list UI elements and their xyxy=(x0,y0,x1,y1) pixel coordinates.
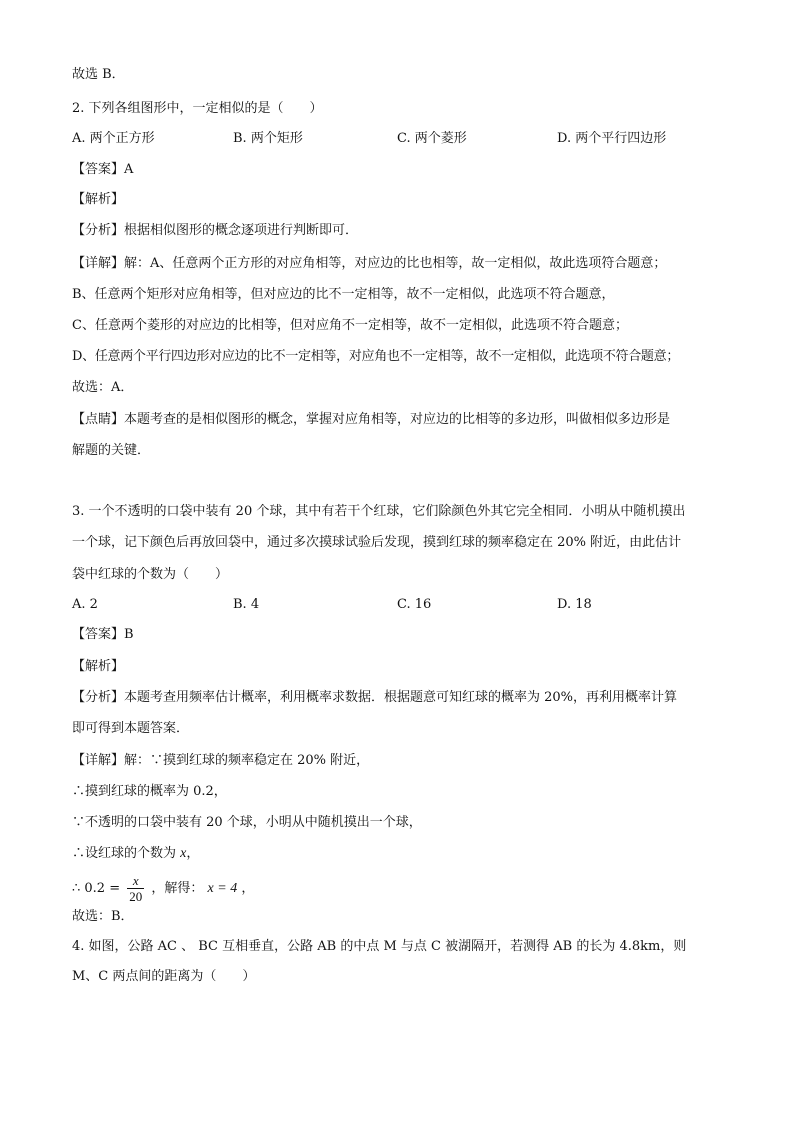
q2-xiangjie-line: D、任意两个平行四边形对应边的比不一定相等，对应角也不一定相等，故不一定相似，此选项不符合题意； xyxy=(72,349,680,364)
q3-fenxi-line: 【分析】本题考查用频率估计概率，利用概率求数据．根据题意可知红球的概率为 20%，再利用概率计算 xyxy=(72,690,678,705)
q2-option-c: C. 两个菱形 xyxy=(397,131,467,146)
q2-xiangjie-line: B、任意两个矩形对应角相等，但对应边的比不一定相等，故不一定相似，此选项不符合题意， xyxy=(72,287,615,302)
q3-stem-line: 一个球，记下颜色后再放回袋中，通过多次摸球试验后发现，摸到红球的频率稳定在 20% 附近，由此估计 xyxy=(72,535,682,550)
q3-answer: 【答案】B xyxy=(72,627,134,642)
q2-option-d: D. 两个平行四边形 xyxy=(557,131,667,146)
q3-stem-line: 3. 一个不透明的口袋中装有 20 个球，其中有若干个红球，它们除颜色外其它完全相同．小明从中随机摸出 xyxy=(72,504,686,519)
q3-let-suffix: ， xyxy=(186,846,200,861)
q3-fenxi-line: 即可得到本题答案． xyxy=(72,721,190,736)
q3-equation-line xyxy=(72,872,254,906)
q2-option-b: B. 两个矩形 xyxy=(233,131,303,146)
q2-xiangjie-line: 【详解】解：A、任意两个正方形的对应角相等，对应边的比也相等，故一定相似，故此选项符合题意； xyxy=(72,256,667,271)
q2-conclusion: 故选：A． xyxy=(72,380,134,395)
q3-stem-line: 袋中红球的个数为（ ） xyxy=(72,567,229,582)
q3-eq-suffix: ， xyxy=(241,881,255,896)
q4-stem-line: 4. 如图，公路 AC 、 BC 互相垂直，公路 AB 的中点 M 与点 C 被湖隔开，若测得 AB 的长为 4.8km，则 xyxy=(72,939,687,954)
q3-conclusion: 故选：B． xyxy=(72,909,134,924)
q3-fraction-numerator: x xyxy=(127,873,144,889)
q3-eq-solution: x = 4 xyxy=(207,881,238,896)
q3-eq-mid: ，解得： xyxy=(151,881,204,896)
q3-eq-prefix: ∴ 0.2 = xyxy=(72,881,121,896)
q3-let-prefix: ∴设红球的个数为 xyxy=(72,846,181,861)
q3-fraction xyxy=(127,873,144,904)
q2-answer: 【答案】A xyxy=(72,162,134,177)
q3-xiangjie-line: ∵不透明的口袋中装有 20 个球，小明从中随机摸出一个球， xyxy=(72,815,422,830)
q3-option-a: A. 2 xyxy=(72,597,98,612)
q1-conclusion: 故选 B． xyxy=(72,67,125,82)
q2-fenxi: 【分析】根据相似图形的概念逐项进行判断即可． xyxy=(72,223,359,238)
q2-option-a: A. 两个正方形 xyxy=(72,131,155,146)
q2-analysis-heading: 【解析】 xyxy=(72,192,125,207)
q3-analysis-heading: 【解析】 xyxy=(72,659,125,674)
q2-dianjing-line: 解题的关键． xyxy=(72,443,151,458)
q3-let-variable: x xyxy=(180,846,187,861)
q3-xiangjie-line: ∴摸到红球的概率为 0.2， xyxy=(72,784,227,799)
q2-stem: 2. 下列各组图形中，一定相似的是（ ） xyxy=(72,101,323,116)
q3-xiangjie-line: 【详解】解：∵摸到红球的频率稳定在 20% 附近， xyxy=(72,753,370,768)
q3-let-line xyxy=(72,845,199,863)
q3-fraction-denominator: 20 xyxy=(129,889,143,904)
q3-option-c: C. 16 xyxy=(397,597,432,612)
q2-dianjing-line: 【点睛】本题考查的是相似图形的概念，掌握对应角相等，对应边的比相等的多边形，叫做相似多边形是 xyxy=(72,412,671,427)
q3-option-b: B. 4 xyxy=(233,597,260,612)
q2-xiangjie-line: C、任意两个菱形的对应边的比相等，但对应角不一定相等，故不一定相似，此选项不符合题意； xyxy=(72,318,628,333)
q3-option-d: D. 18 xyxy=(557,597,592,612)
q4-stem-line: M、C 两点间的距离为（ ） xyxy=(72,969,256,984)
